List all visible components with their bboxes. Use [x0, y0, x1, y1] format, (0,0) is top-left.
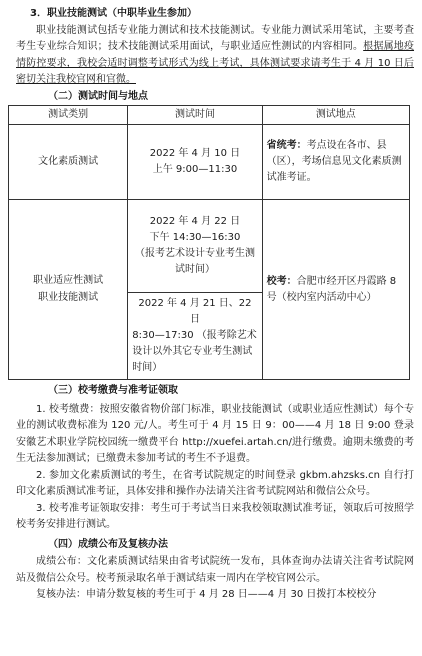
fee-item-1: 1. 校考缴费：按照安徽省物价部门标准，职业技能测试（或职业适应性测试）每个专业的测试收费标准为 120 元/人。考生可于 4 月 15 日 9：00——4 月 18 日 9:00 登录安徽艺术职业学院校园统一缴费平台 http://xuefei.artah.cn/进行缴费。逾期未缴费的考生无法参加测试；已缴费未参加考试的考生不予退费。	[16, 403, 414, 464]
section-3-heading: 3．职业技能测试（中职毕业生参加）	[30, 8, 197, 19]
time-culture-date: 2022 年 4 月 10 日	[149, 148, 241, 159]
place-school-text: 合肥市经开区丹霞路 8 号（校内室内活动中心）	[266, 275, 397, 303]
category-vocational-line2: 职业技能测试	[38, 291, 99, 303]
section-3-paragraph-text: 职业技能测试包括专业能力测试和技术技能测试。专业能力测试采用笔试，主要考查考生专业综合知识；技术技能测试采用面试，与职业适应性测试的内容相同。	[16, 24, 414, 52]
header-category: 测试类别	[9, 106, 128, 125]
cell-time-culture	[128, 125, 262, 200]
place-culture-label: 省统考：	[266, 140, 307, 151]
cell-time-other	[128, 293, 262, 380]
cell-time-art	[128, 200, 262, 293]
results-paragraph-2: 复核办法：申请分数复核的考生可于 4 月 28 日——4 月 30 日拨打本校校分	[36, 589, 377, 600]
time-art-date: 2022 年 4 月 22 日	[149, 216, 241, 227]
place-culture-text: 考点设在各市、县（区），考场信息见文化素质测试准考证。	[266, 140, 402, 183]
time-art-hours: 下午 14:30—16:30	[149, 232, 241, 243]
test-schedule-table	[8, 105, 410, 380]
place-school-label: 校考：	[266, 275, 297, 287]
time-art-note: （报考艺术设计专业考生测试时间）	[134, 248, 255, 275]
cell-place-culture	[262, 125, 409, 200]
table-header-row	[9, 106, 410, 125]
cell-category-culture: 文化素质测试	[9, 125, 128, 200]
section-results-heading: （四）成绩公布及复核办法	[48, 538, 168, 550]
results-paragraph-1: 成绩公布：文化素质测试结果由省考试院统一发布，具体查询办法请关注省考试院网站及微信公众号。校考预录取名单于测试结束一周内在学校官网公示。	[16, 556, 414, 584]
category-vocational-line1: 职业适应性测试	[33, 275, 104, 286]
cell-place-school	[262, 200, 409, 380]
section-3-paragraph	[16, 23, 414, 89]
header-time: 测试时间	[128, 106, 262, 125]
cell-category-vocational	[9, 200, 128, 380]
fee-item-3: 3. 校考准考证领取安排：考生可于考试当日来我校领取测试准考证，领取后可按照学校考务安排进行测试。	[16, 502, 414, 530]
header-place: 测试地点	[262, 106, 409, 125]
table-row	[9, 200, 410, 293]
time-other-text: 8:30—17:30 （报考除艺术设计以外其它专业考生测试时间）	[132, 330, 257, 373]
time-other-date: 2022 年 4 月 21 日、22 日	[138, 298, 252, 325]
table-row	[9, 125, 410, 200]
section-3-underlined-notice: 根据属地疫情防控要求，我校会适时调整考试形式为线上考试，具体测试要求请考生于 4 月 10 日后密切关注我校官网和官微。	[16, 41, 415, 85]
fee-item-2: 2. 参加文化素质测试的考生，在省考试院规定的时间登录 gkbm.ahzsks.cn 自行打印文化素质测试准考证，具体安排和操作办法请关注省考试院网站和微信公众号。	[16, 469, 414, 497]
time-culture-hours: 上午 9:00—11:30	[152, 164, 238, 175]
section-fee-heading: （三）校考缴费与准考证领取	[48, 385, 178, 396]
section-time-place-heading: （二）测试时间与地点	[48, 90, 148, 102]
